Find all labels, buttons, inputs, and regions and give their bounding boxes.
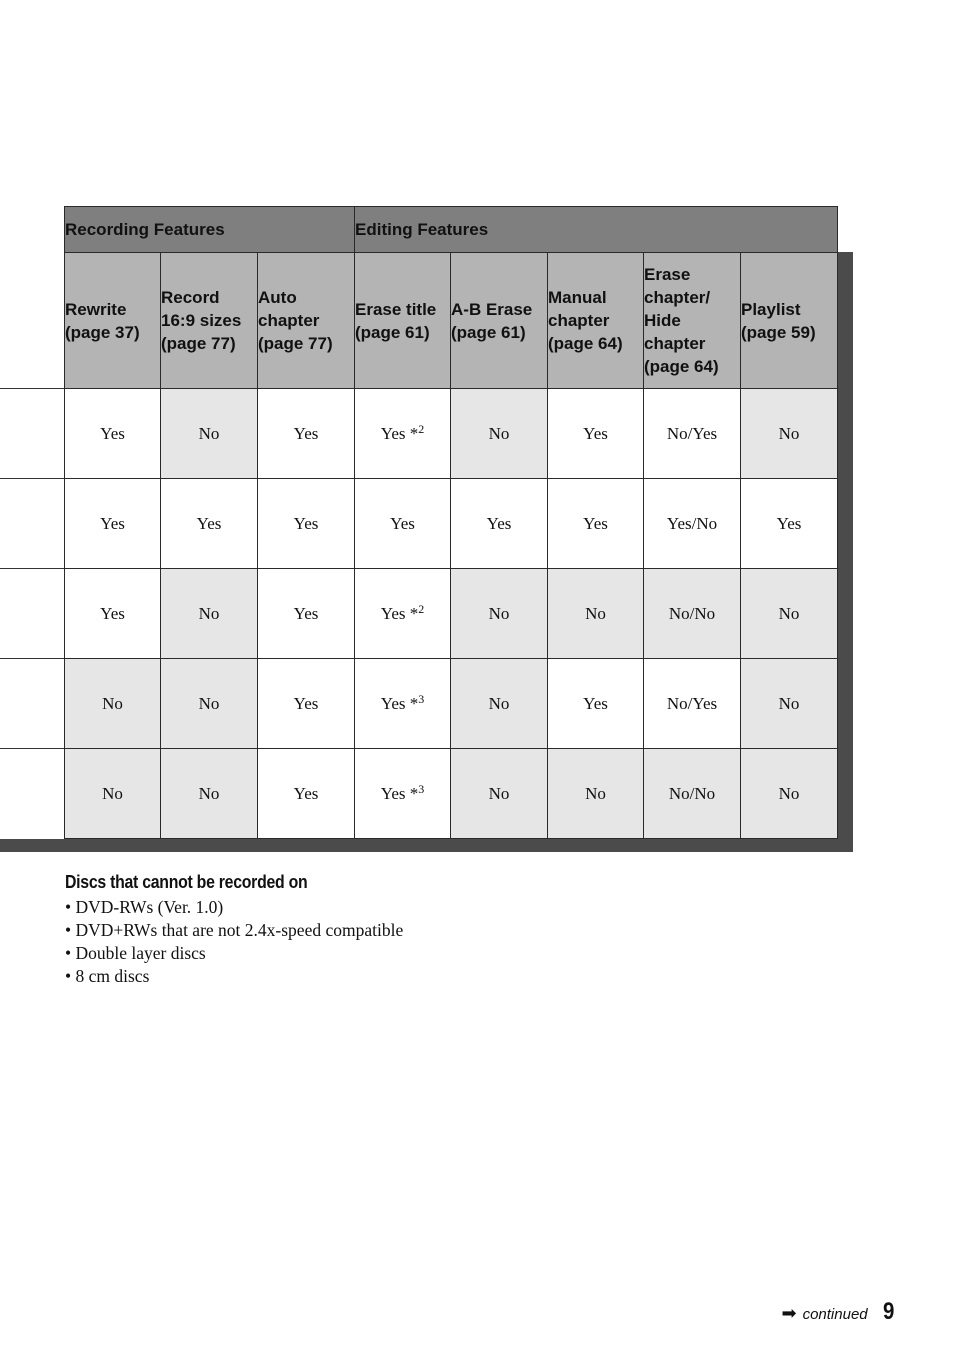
table-cell — [548, 749, 644, 839]
cell-value: Yes * — [380, 783, 419, 803]
column-header — [644, 253, 741, 389]
table-cell — [355, 389, 451, 479]
column-header-line: Auto — [258, 288, 297, 307]
footnote-marker: 3 — [418, 691, 425, 706]
table-cell — [161, 749, 258, 839]
cell-value: No — [778, 423, 800, 443]
table-cell — [451, 389, 548, 479]
table-cell — [741, 389, 838, 479]
table-cell — [741, 659, 838, 749]
cell-value: No — [488, 783, 510, 803]
footnote-marker: 3 — [418, 781, 425, 796]
column-header-line: Erase — [644, 265, 691, 284]
column-header-line: (page 64) — [548, 334, 623, 353]
cell-value: Yes — [100, 423, 125, 443]
right-arrow-icon: ➡ — [781, 1303, 797, 1324]
table-cell — [644, 569, 741, 659]
column-header-line: (page 61) — [451, 322, 526, 342]
table-cell — [355, 479, 451, 569]
cell-value: Yes — [293, 603, 319, 623]
table-cell — [451, 479, 548, 569]
table-cell — [161, 389, 258, 479]
cell-value: No/No — [668, 603, 716, 623]
table-cell — [161, 569, 258, 659]
cell-value: Yes — [293, 693, 319, 713]
cell-value: Yes * — [380, 603, 419, 623]
table-shadow-right — [838, 252, 853, 852]
table-cell — [258, 479, 355, 569]
column-header-line: chapter/ — [644, 288, 711, 307]
cell-value: No — [778, 693, 800, 713]
page-footer — [781, 1298, 895, 1326]
table-row — [65, 659, 838, 749]
cell-value: Yes — [100, 603, 125, 623]
row-divider-left — [0, 568, 65, 569]
column-header-line: Manual — [548, 288, 607, 307]
cell-value: Yes — [293, 783, 319, 803]
table-cell — [258, 749, 355, 839]
cell-value: No/Yes — [666, 423, 718, 443]
column-header-line: Hide — [644, 311, 681, 330]
notes-heading: Discs that cannot be recorded on — [65, 872, 308, 892]
cell-value: No — [488, 693, 510, 713]
table-cell — [65, 389, 161, 479]
cell-value: No — [488, 603, 510, 623]
table-cell — [644, 749, 741, 839]
table-cell — [65, 749, 161, 839]
continued-label: continued — [802, 1306, 868, 1323]
column-header-line: (page 77) — [258, 334, 333, 353]
table-cell — [355, 569, 451, 659]
features-table — [64, 206, 838, 839]
column-header-line: Record — [161, 288, 220, 307]
table-body — [65, 389, 838, 839]
cell-value: Yes/No — [666, 513, 718, 533]
column-header-line: (page 64) — [644, 357, 719, 376]
table-cell — [741, 749, 838, 839]
table-cell — [355, 659, 451, 749]
table-cell — [741, 479, 838, 569]
column-header-line: (page 59) — [741, 322, 816, 342]
column-header-line: (page 37) — [65, 322, 140, 342]
footnote-marker: 2 — [418, 601, 425, 616]
table-cell — [548, 479, 644, 569]
notes-item: • Double layer discs — [65, 943, 206, 963]
table-cell — [644, 659, 741, 749]
cell-value: Yes — [293, 513, 319, 533]
cell-value: Yes * — [380, 693, 419, 713]
table-cell — [451, 569, 548, 659]
cell-value: Yes — [583, 423, 608, 443]
cell-value: Yes — [196, 513, 222, 533]
cell-value: No — [198, 603, 220, 623]
table-row — [65, 749, 838, 839]
table-cell — [258, 389, 355, 479]
cell-value: Yes — [390, 513, 415, 533]
cell-value: No — [585, 603, 606, 623]
column-header — [258, 253, 355, 389]
table-row — [65, 389, 838, 479]
notes-item: • DVD-RWs (Ver. 1.0) — [65, 897, 224, 917]
row-divider-left — [0, 748, 65, 749]
table-cell — [548, 659, 644, 749]
editing-features-header: Editing Features — [355, 207, 838, 253]
table-cell — [161, 659, 258, 749]
column-header-line: chapter — [258, 311, 320, 330]
page-number: 9 — [882, 1298, 894, 1325]
column-header-line: (page 77) — [161, 334, 236, 353]
table-cell — [741, 569, 838, 659]
notes-item: • 8 cm discs — [65, 966, 150, 986]
cell-value: No — [198, 693, 220, 713]
table-cell — [65, 569, 161, 659]
notes-item: • DVD+RWs that are not 2.4x-speed compatible — [65, 920, 404, 940]
column-header-row — [65, 253, 838, 389]
row-divider-left — [0, 658, 65, 659]
table-cell — [548, 389, 644, 479]
column-header-line: A-B Erase — [451, 299, 533, 319]
column-header-line: chapter — [548, 311, 610, 330]
cell-value: No — [778, 783, 800, 803]
cell-value: Yes — [583, 693, 608, 713]
table-cell — [644, 389, 741, 479]
cell-value: Yes — [293, 423, 319, 443]
cell-value: Yes — [776, 513, 802, 533]
cell-value: Yes — [583, 513, 608, 533]
column-header — [65, 253, 161, 389]
column-header-line: (page 61) — [355, 322, 430, 342]
column-header-line: 16:9 sizes — [161, 311, 242, 330]
cell-value: No/No — [668, 783, 716, 803]
cell-value: No — [778, 603, 800, 623]
table-shadow-bottom — [0, 839, 853, 852]
column-header — [741, 253, 838, 389]
cell-value: No — [102, 693, 123, 713]
column-header — [161, 253, 258, 389]
table-cell — [65, 659, 161, 749]
column-header-line: Erase title — [355, 299, 437, 319]
table-cell — [451, 659, 548, 749]
cell-value: No — [488, 423, 510, 443]
column-header — [355, 253, 451, 389]
recording-features-header: Recording Features — [65, 207, 355, 253]
column-header-line: Rewrite — [65, 299, 127, 319]
cell-value: No — [585, 783, 606, 803]
footnote-marker: 2 — [418, 421, 425, 436]
table-cell — [65, 479, 161, 569]
column-header — [548, 253, 644, 389]
notes-section — [65, 872, 403, 988]
table-row — [65, 569, 838, 659]
table-cell — [258, 569, 355, 659]
row-divider-left — [0, 478, 65, 479]
table-row — [65, 479, 838, 569]
column-header — [451, 253, 548, 389]
cell-value: No/Yes — [666, 693, 718, 713]
table-cell — [548, 569, 644, 659]
table-cell — [644, 479, 741, 569]
notes-list — [65, 896, 403, 988]
cell-value: Yes — [486, 513, 512, 533]
cell-value: Yes * — [380, 423, 419, 443]
cell-value: No — [198, 423, 220, 443]
table-cell — [355, 749, 451, 839]
table-cell — [258, 659, 355, 749]
column-header-line: chapter — [644, 334, 706, 353]
cell-value: No — [198, 783, 220, 803]
table-cell — [161, 479, 258, 569]
column-header-line: Playlist — [741, 299, 801, 319]
cell-value: No — [102, 783, 123, 803]
table-cell — [451, 749, 548, 839]
cell-value: Yes — [100, 513, 125, 533]
row-divider-left — [0, 388, 65, 389]
